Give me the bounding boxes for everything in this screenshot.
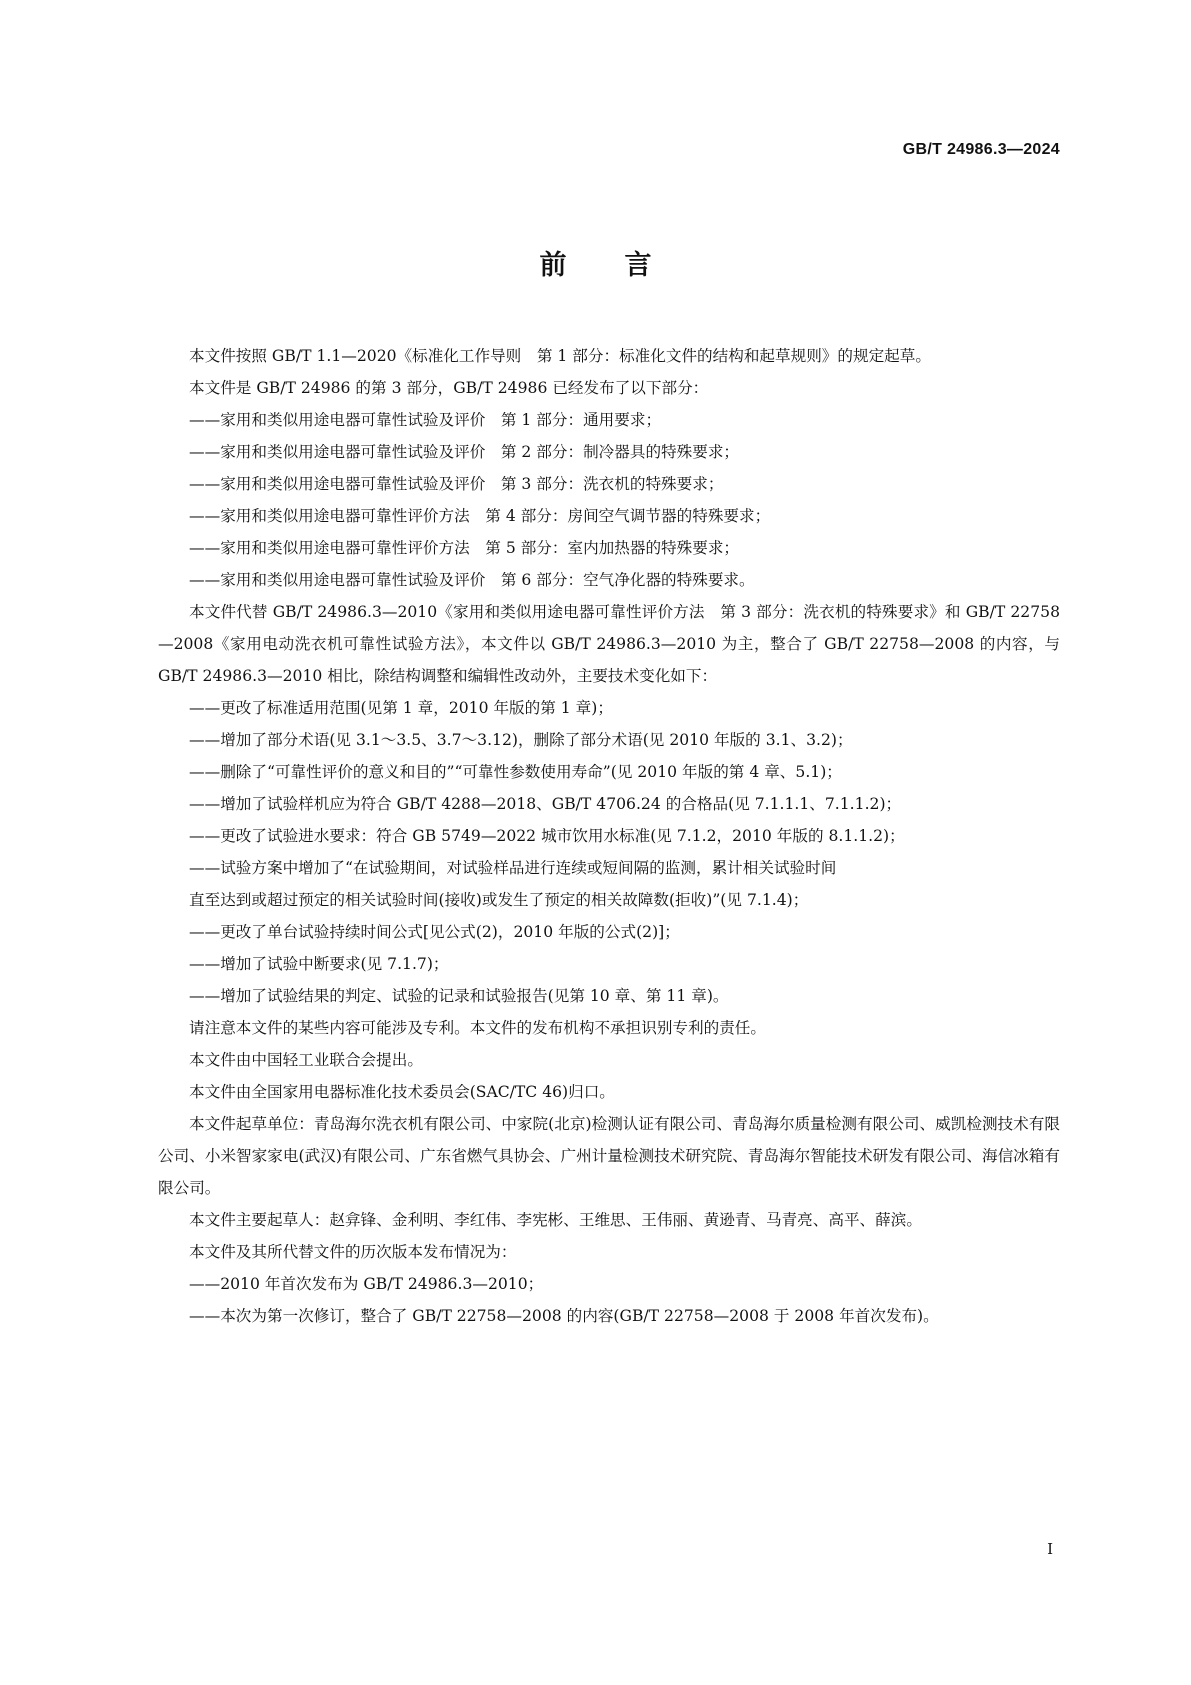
title-char-1: 前 xyxy=(539,250,567,281)
list-item: ——增加了试验样机应为符合 GB/T 4288—2018、GB/T 4706.24 的合格品(见 7.1.1.1、7.1.1.2)； xyxy=(189,795,902,813)
page-title xyxy=(0,243,1191,282)
list-item: ——更改了标准适用范围(见第 1 章，2010 年版的第 1 章)； xyxy=(189,699,613,717)
list-item: ——家用和类似用途电器可靠性试验及评价 第 2 部分：制冷器具的特殊要求； xyxy=(189,443,740,461)
paragraph: 本文件由中国轻工业联合会提出。 xyxy=(189,1051,423,1069)
paragraph: 本文件代替 GB/T 24986.3—2010《家用和类似用途电器可靠性评价方法 第 3 部分：洗衣机的特殊要求》和 GB/T 22758—2008《家用电动洗衣机可靠性试验方法》，本文件以 GB/T 24986.3—2010 为主，整合了 GB/T 22758—2008 的内容，与 GB/T 24986.3—2010 相比，除结构调整和编辑性改动外，主要技术变化如下： xyxy=(158,603,1065,685)
list-item: ——2010 年首次发布为 GB/T 24986.3—2010； xyxy=(189,1275,544,1293)
list-item: ——更改了试验进水要求：符合 GB 5749—2022 城市饮用水标准(见 7.1.2，2010 年版的 8.1.1.2)； xyxy=(189,827,905,845)
paragraph: 本文件起草单位：青岛海尔洗衣机有限公司、中家院(北京)检测认证有限公司、青岛海尔质量检测有限公司、威凯检测技术有限公司、小米智家家电(武汉)有限公司、广东省燃气具协会、广州计量检测技术研究院、青岛海尔智能技术研发有限公司、海信冰箱有限公司。 xyxy=(158,1115,1060,1197)
list-item: ——删除了“可靠性评价的意义和目的”“可靠性参数使用寿命”(见 2010 年版的第 4 章、5.1)； xyxy=(189,763,842,781)
list-item: ——本次为第一次修订，整合了 GB/T 22758—2008 的内容(GB/T 22758—2008 于 2008 年首次发布)。 xyxy=(189,1307,939,1325)
paragraph: 本文件主要起草人：赵弇锋、金利明、李红伟、李宪彬、王维思、王伟丽、黄逊青、马青亮、高平、薛滨。 xyxy=(189,1211,922,1229)
list-item: ——增加了部分术语(见 3.1～3.5、3.7～3.12)，删除了部分术语(见 2010 年版的 3.1、3.2)； xyxy=(189,731,853,749)
list-item: ——试验方案中增加了“在试验期间，对试验样品进行连续或短间隔的监测，累计相关试验时间 xyxy=(189,859,837,877)
paragraph: 本文件由全国家用电器标准化技术委员会(SAC/TC 46)归口。 xyxy=(189,1083,615,1101)
list-item-continuation: 直至达到或超过预定的相关试验时间(接收)或发生了预定的相关故障数(拒收)”(见 7.1.4)； xyxy=(189,891,809,909)
list-item: ——家用和类似用途电器可靠性试验及评价 第 6 部分：空气净化器的特殊要求。 xyxy=(189,571,755,589)
paragraph: 请注意本文件的某些内容可能涉及专利。本文件的发布机构不承担识别专利的责任。 xyxy=(189,1019,766,1037)
list-item: ——家用和类似用途电器可靠性评价方法 第 4 部分：房间空气调节器的特殊要求； xyxy=(189,507,771,525)
paragraph: 本文件及其所代替文件的历次版本发布情况为： xyxy=(189,1243,517,1261)
foreword-body xyxy=(158,340,1065,1332)
paragraph: 本文件按照 GB/T 1.1—2020《标准化工作导则 第 1 部分：标准化文件的结构和起草规则》的规定起草。 xyxy=(189,347,931,365)
document-code: GB/T 24986.3—2024 xyxy=(902,141,1060,158)
list-item: ——增加了试验中断要求(见 7.1.7)； xyxy=(189,955,449,973)
list-item: ——家用和类似用途电器可靠性试验及评价 第 3 部分：洗衣机的特殊要求； xyxy=(189,475,724,493)
title-char-2: 言 xyxy=(624,250,652,281)
list-item: ——家用和类似用途电器可靠性试验及评价 第 1 部分：通用要求； xyxy=(189,411,662,429)
paragraph: 本文件是 GB/T 24986 的第 3 部分，GB/T 24986 已经发布了以下部分： xyxy=(189,379,709,397)
list-item: ——家用和类似用途电器可靠性评价方法 第 5 部分：室内加热器的特殊要求； xyxy=(189,539,740,557)
list-item: ——更改了单台试验持续时间公式[见公式(2)，2010 年版的公式(2)]； xyxy=(189,923,680,941)
page-number: I xyxy=(1047,1540,1053,1558)
list-item: ——增加了试验结果的判定、试验的记录和试验报告(见第 10 章、第 11 章)。 xyxy=(189,987,729,1005)
